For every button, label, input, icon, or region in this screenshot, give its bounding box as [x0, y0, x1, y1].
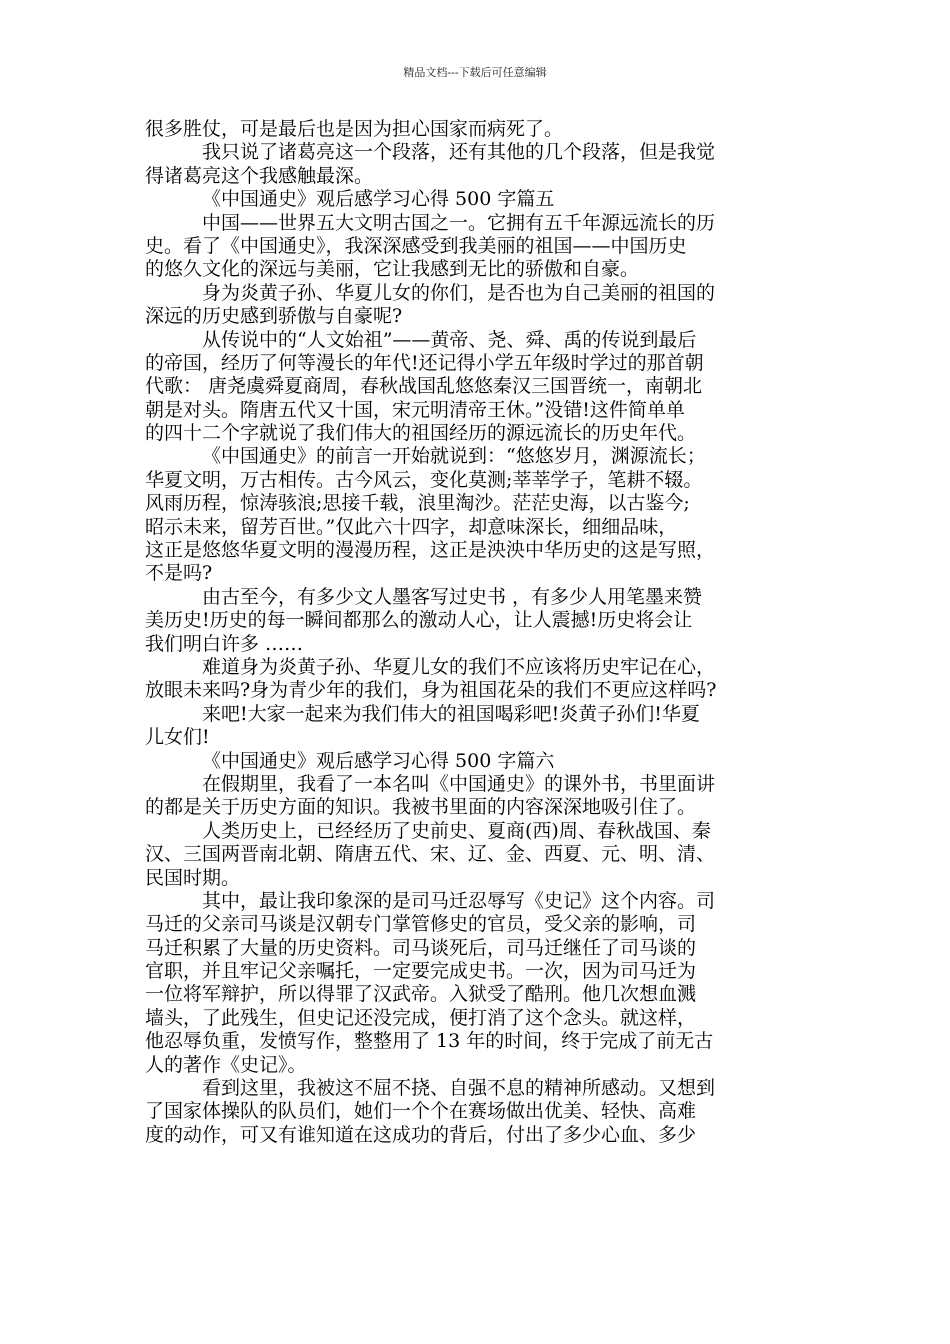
text-line: 朝是对头。隋唐五代又十国，宋元明清帝王休。”没错!这件简单单 — [145, 398, 685, 421]
text-line: 代歌： 唐尧虞舜夏商周，春秋战国乱悠悠秦汉三国晋统一，南朝北 — [145, 375, 703, 398]
text-line: 昭示未来，留芳百世。”仅此六十四字，却意味深长，细细品味， — [145, 515, 678, 538]
text-line: 在假期里，我看了一本名叫《中国通史》的课外书，书里面讲 — [202, 772, 716, 795]
text-line: 放眼未来吗?身为青少年的我们，身为祖国花朵的我们不更应这样吗? — [145, 679, 717, 702]
text-line: 史。看了《中国通史》，我深深感受到我美丽的祖国——中国历史 — [145, 234, 687, 257]
text-line: 的四十二个字就说了我们伟大的祖国经历的源远流长的历史年代。 — [145, 422, 697, 445]
text-line: 不是吗? — [145, 562, 213, 585]
text-line: 《中国通史》观后感学习心得 500 字篇五 — [202, 188, 555, 211]
text-line: 看到这里，我被这不屈不挠、自强不息的精神所感动。又想到 — [202, 1077, 716, 1100]
text-line: 《中国通史》的前言一开始就说到：“悠悠岁月，渊源流长； — [202, 445, 706, 468]
text-line: 人类历史上，已经经历了史前史、夏商(西)周、春秋战国、秦 — [202, 819, 711, 842]
text-line: 难道身为炎黄子孙、华夏儿女的我们不应该将历史牢记在心， — [202, 655, 716, 678]
text-line: 我们明白许多 …… — [145, 632, 304, 655]
text-line: 的都是关于历史方面的知识。我被书里面的内容深深地吸引住了。 — [145, 796, 697, 819]
text-line: 其中，最让我印象深的是司马迁忍辱写《史记》这个内容。司 — [202, 889, 716, 912]
text-line: 一位将军辩护，所以得罪了汉武帝。入狱受了酷刑。他几次想血溅 — [145, 983, 697, 1006]
text-line: 马迁的父亲司马谈是汉朝专门掌管修史的官员，受父亲的影响，司 — [145, 913, 697, 936]
text-line: 很多胜仗，可是最后也是因为担心国家而病死了。 — [145, 118, 564, 140]
text-line: 来吧!大家一起来为我们伟大的祖国喝彩吧!炎黄子孙们!华夏 — [202, 702, 700, 725]
page-header: 精品文档---下载后可任意编辑 — [403, 66, 547, 79]
text-line: 得诸葛亮这个我感触最深。 — [145, 164, 374, 187]
text-line: 马迁积累了大量的历史资料。司马谈死后，司马迁继任了司马谈的 — [145, 936, 697, 959]
text-line: 的帝国，经历了何等漫长的年代!还记得小学五年级时学过的那首朝 — [145, 351, 704, 374]
text-line: 了国家体操队的队员们，她们一个个在赛场做出优美、轻快、高难 — [145, 1100, 697, 1123]
text-line: 风雨历程，惊涛骇浪;思接千载，浪里淘沙。茫茫史海，以古鉴今; — [145, 492, 690, 515]
text-line: 《中国通史》观后感学习心得 500 字篇六 — [202, 749, 555, 772]
text-line: 这正是悠悠华夏文明的漫漫历程，这正是泱泱中华历史的这是写照， — [145, 539, 716, 562]
document-body — [145, 118, 817, 1147]
text-line: 美历史!历史的每一瞬间都那么的激动人心，让人震撼!历史将会让 — [145, 609, 693, 632]
text-line: 身为炎黄子孙、华夏儿女的你们，是否也为自己美丽的祖国的 — [202, 281, 716, 304]
text-line: 度的动作，可又有谁知道在这成功的背后，付出了多少心血、多少 — [145, 1123, 697, 1146]
text-line: 华夏文明，万古相传。古今风云，变化莫测;莘莘学子，笔耕不辍。 — [145, 468, 703, 491]
text-line: 儿女们! — [145, 726, 210, 749]
text-line: 我只说了诸葛亮这一个段落，还有其他的几个段落，但是我觉 — [202, 141, 716, 164]
text-line: 汉、三国两晋南北朝、隋唐五代、宋、辽、金、西夏、元、明、清、 — [145, 843, 716, 866]
text-line: 中国——世界五大文明古国之一。它拥有五千年源远流长的历 — [202, 211, 716, 234]
text-line: 人的著作《史记》。 — [145, 1053, 307, 1076]
text-line: 从传说中的“人文始祖”——黄帝、尧、舜、禹的传说到最后 — [202, 328, 697, 351]
text-line: 深远的历史感到骄傲与自豪呢? — [145, 305, 403, 328]
text-line: 墙头，了此残生，但史记还没完成，便打消了这个念头。就这样， — [145, 1006, 697, 1029]
text-line: 民国时期。 — [145, 866, 241, 889]
text-line: 他忍辱负重，发愤写作，整整用了 13 年的时间，终于完成了前无古 — [145, 1030, 714, 1053]
text-line: 由古至今，有多少文人墨客写过史书 ，有多少人用笔墨来赞 — [202, 585, 703, 608]
text-line: 的悠久文化的深远与美丽，它让我感到无比的骄傲和自豪。 — [145, 258, 640, 281]
text-line: 官职，并且牢记父亲嘱托，一定要完成史书。一次，因为司马迁为 — [145, 960, 697, 983]
